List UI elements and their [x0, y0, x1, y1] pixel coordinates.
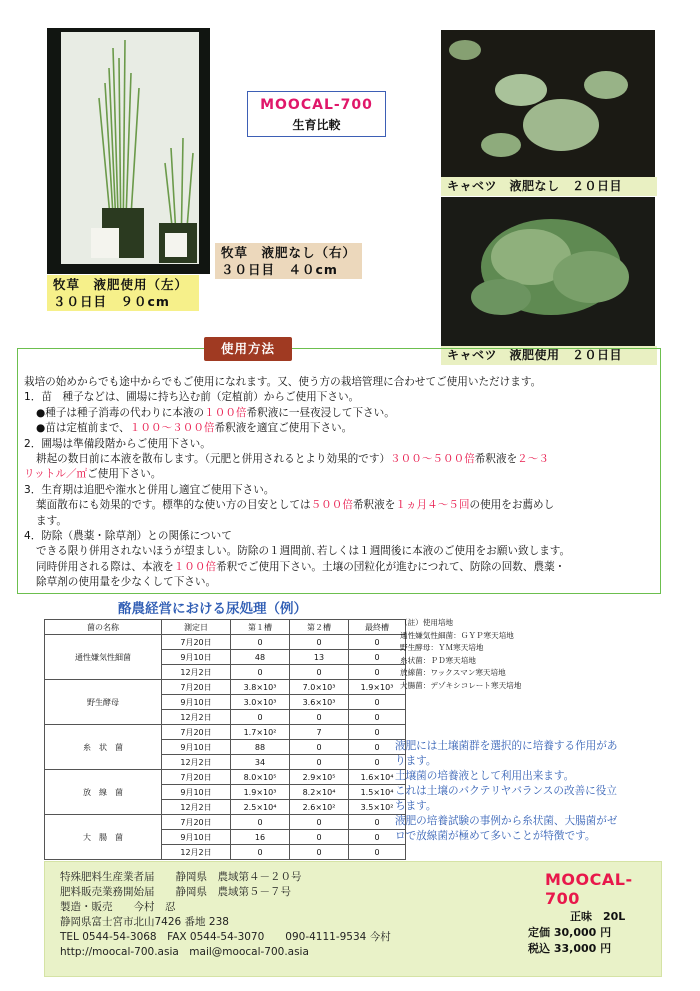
pasture-photo-art	[47, 28, 210, 274]
count-cell: 0	[290, 815, 349, 830]
count-cell: 0	[349, 740, 406, 755]
sales-registration-line: 肥料販売業務開始届 静岡県 農域第５－７号	[60, 886, 291, 898]
count-cell: 3.5×10²	[349, 800, 406, 815]
cabbage-without-photo	[441, 30, 655, 194]
count-cell: 0	[349, 665, 406, 680]
count-cell: 0	[290, 755, 349, 770]
cabbage-without-art	[441, 30, 655, 194]
header-date: 測定日	[162, 620, 231, 635]
pasture-without-caption	[215, 243, 362, 279]
description-line: 土壌菌の培養液として利用出来ます。	[395, 770, 575, 782]
microbe-table	[44, 619, 406, 860]
usage-step2-unit: リットル／㎡	[24, 468, 88, 481]
microbe-name-cell: 野生酵母	[45, 680, 162, 725]
usage-step4: 4．防除（農薬・除草剤）との関係について	[24, 530, 232, 543]
usage-step4-detail3: 除草剤の使用量を少なくして下さい。	[36, 576, 217, 589]
count-cell: 0	[349, 650, 406, 665]
cabbage-with-caption: キャベツ 液肥使用 ２０日目	[441, 346, 657, 365]
usage-step1-seed-dilution: １００倍	[204, 406, 247, 419]
company-details	[60, 870, 391, 960]
dairy-urine-title: 酪農経営における尿処理（例）	[118, 601, 307, 617]
usage-step3-text: 葉面散布にも効果的です。標準的な使い方の目安としては	[36, 499, 311, 512]
description-line: ちます。	[395, 800, 437, 812]
count-cell: 8.2×10⁴	[290, 785, 349, 800]
count-cell: 0	[290, 710, 349, 725]
usage-step2-dilution: ３００～５００倍	[390, 453, 475, 466]
count-cell: 0	[290, 740, 349, 755]
description-line: ロで放線菌が極めて多いことが特徴です。	[395, 830, 596, 842]
table-row	[45, 725, 406, 740]
date-cell: 7月20日	[162, 815, 231, 830]
note-line: 放線菌：ワックスマン寒天培地	[400, 668, 506, 677]
usage-step2-text3: ご使用下さい。	[87, 468, 162, 481]
description-line: これは土壌のバクテリヤバランスの改善に役立	[395, 785, 617, 797]
usage-step4-detail2	[24, 560, 656, 575]
count-cell: 13	[290, 650, 349, 665]
count-cell: 7	[290, 725, 349, 740]
date-cell: 9月10日	[162, 695, 231, 710]
table-row	[45, 680, 406, 695]
count-cell: 88	[231, 740, 290, 755]
date-cell: 12月2日	[162, 800, 231, 815]
count-cell: 16	[231, 830, 290, 845]
usage-step2: 2．圃場は準備段階からご使用下さい。	[24, 437, 211, 450]
count-cell: 3.8×10³	[231, 680, 290, 695]
description-line: 液肥の培養試験の事例から糸状菌、大腸菌がゼ	[395, 815, 618, 827]
table-row	[45, 815, 406, 830]
header-final: 最終槽	[349, 620, 406, 635]
header-tank1: 第１槽	[231, 620, 290, 635]
count-cell: 0	[349, 830, 406, 845]
list-price: 定価 30,000 円	[528, 926, 612, 939]
usage-step3-text3: の使用をお薦めし	[469, 499, 555, 512]
date-cell: 7月20日	[162, 770, 231, 785]
count-cell: 0	[349, 815, 406, 830]
usage-step4-text: 同時併用される際は、本液を	[36, 560, 174, 573]
usage-step3-detail2: ます。	[36, 514, 67, 527]
footer-company-info	[44, 861, 662, 977]
table-row	[45, 635, 406, 650]
count-cell: 1.9×10³	[231, 785, 290, 800]
microbe-table-header	[45, 620, 406, 635]
pasture-with-caption-line1: 牧草 液肥使用（左）	[53, 277, 189, 292]
date-cell: 12月2日	[162, 665, 231, 680]
pasture-with-caption	[47, 275, 199, 311]
count-cell: 0	[290, 635, 349, 650]
usage-step2-detail	[24, 452, 656, 467]
note-line: 野生酵母：ＹＭ寒天培地	[400, 643, 484, 652]
culture-medium-notes	[400, 617, 521, 692]
pasture-with-caption-line2: ３０日目 ９０cm	[53, 294, 170, 309]
net-volume: 正味 20L	[570, 910, 626, 923]
usage-step4-detail: できる限り併用されないほうが望ましい。防除の１週間前､若しくは１週間後に本液のご使用をお願い致します。	[36, 545, 571, 558]
date-cell: 12月2日	[162, 845, 231, 860]
growth-comparison-subtitle: 生育比較	[292, 118, 341, 132]
usage-step1-seed	[24, 406, 656, 421]
microbe-name-cell: 通性嫌気性細菌	[45, 635, 162, 680]
date-cell: 9月10日	[162, 650, 231, 665]
count-cell: 1.5×10⁴	[349, 785, 406, 800]
count-cell: 0	[231, 635, 290, 650]
count-cell: 0	[290, 665, 349, 680]
count-cell: 7.0×10³	[290, 680, 349, 695]
usage-step2-amount: ２～３	[517, 453, 549, 466]
comparison-title-box	[247, 91, 386, 137]
usage-step1-seedling-text: ●苗は定植前まで、	[36, 422, 130, 435]
usage-intro: 栽培の始めからでも途中からでもご使用になれます。又、使う方の栽培管理に合わせてご使用いただけます。	[24, 376, 542, 388]
count-cell: 0	[290, 845, 349, 860]
brand-title: MOOCAL-700	[260, 97, 373, 113]
count-cell: 0	[349, 845, 406, 860]
note-line: 通性嫌気性細菌：ＧＹＰ寒天培地	[400, 630, 514, 640]
count-cell: 0	[231, 815, 290, 830]
count-cell: 1.7×10²	[231, 725, 290, 740]
usage-step1: 1．苗 種子などは、圃場に持ち込む前（定植前）からご使用下さい。	[24, 391, 360, 404]
date-cell: 9月10日	[162, 785, 231, 800]
note-line: 大腸菌：デゾキシコレート寒天培地	[400, 680, 522, 690]
count-cell: 8.0×10⁵	[231, 770, 290, 785]
usage-step3: 3．生育期は追肥や潅水と併用し適宜ご使用下さい。	[24, 483, 275, 496]
date-cell: 7月20日	[162, 680, 231, 695]
usage-instructions	[24, 375, 656, 591]
liquid-fertilizer-description	[395, 739, 667, 844]
usage-step2-text: 耕起の数日前に本液を散布します。（元肥と併用されるとより効果的です）	[36, 453, 391, 466]
manufacturer-line: 製造・販売 今村 忍	[60, 901, 176, 913]
cabbage-with-art	[441, 197, 655, 346]
count-cell: 1.6×10⁴	[349, 770, 406, 785]
count-cell: 0	[231, 665, 290, 680]
count-cell: 2.9×10⁵	[290, 770, 349, 785]
note-line: 糸状菌：ＰＤ寒天培地	[400, 655, 476, 665]
usage-step3-frequency: １ヵ月４～５回	[395, 499, 470, 512]
description-line: 液肥には土壌菌群を選択的に培養する作用があ	[395, 740, 618, 752]
count-cell: 1.9×10³	[349, 680, 406, 695]
usage-step2-detail2	[24, 467, 656, 482]
count-cell: 34	[231, 755, 290, 770]
pasture-growth-photo	[47, 28, 210, 274]
usage-step3-detail	[24, 498, 656, 513]
count-cell: 2.6×10²	[290, 800, 349, 815]
usage-step1-seedling-dilution: １００～３００倍	[129, 422, 215, 435]
count-cell: 2.5×10⁴	[231, 800, 290, 815]
table-row	[45, 770, 406, 785]
usage-step4-text2: 希釈でご使用下さい。土壌の団粒化が進むにつれて、防除の回数、農薬・	[216, 560, 566, 573]
price-block	[528, 909, 625, 957]
count-cell: 0	[349, 755, 406, 770]
cabbage-without-caption: キャベツ 液肥なし ２０日目	[441, 177, 657, 196]
header-tank2: 第２槽	[290, 620, 349, 635]
usage-step4-dilution: １００倍	[173, 560, 217, 573]
count-cell: 0	[231, 845, 290, 860]
count-cell: 0	[290, 830, 349, 845]
date-cell: 9月10日	[162, 830, 231, 845]
phone-line: TEL 0544-54-3068 FAX 0544-54-3070 090-4111-9534 今村	[60, 931, 391, 943]
date-cell: 7月20日	[162, 725, 231, 740]
count-cell: 48	[231, 650, 290, 665]
usage-section-title: 使用方法	[204, 337, 292, 361]
count-cell: 0	[231, 710, 290, 725]
pasture-without-caption-line1: 牧草 液肥なし（右）	[221, 245, 357, 260]
registration-line: 特殊肥料生産業者届 静岡県 農域第４－２０号	[60, 871, 302, 883]
count-cell: 0	[349, 710, 406, 725]
usage-step1-seedling	[24, 421, 656, 436]
footer-brand: MOOCAL-700	[545, 870, 633, 908]
microbe-name-cell: 放 線 菌	[45, 770, 162, 815]
date-cell: 7月20日	[162, 635, 231, 650]
price-with-tax: 税込 33,000 円	[528, 942, 612, 955]
pasture-without-caption-line2: ３０日目 ４０cm	[221, 262, 338, 277]
date-cell: 9月10日	[162, 740, 231, 755]
count-cell: 0	[349, 725, 406, 740]
date-cell: 12月2日	[162, 755, 231, 770]
usage-step3-dilution: ５００倍	[310, 499, 353, 512]
usage-step3-text2: 希釈液を	[352, 499, 396, 512]
usage-step1-seedling-text2: 希釈液を適宜ご使用下さい。	[214, 422, 353, 435]
count-cell: 0	[349, 695, 406, 710]
address-line: 静岡県富士宮市北山7426 番地 238	[60, 916, 229, 928]
note-line: （註）使用培地	[400, 618, 454, 627]
count-cell: 3.0×10³	[231, 695, 290, 710]
usage-step1-seed-text2: 希釈液に一昼夜浸して下さい。	[246, 406, 395, 419]
usage-step1-seed-text: ●種子は種子消毒の代わりに本液の	[36, 406, 205, 419]
count-cell: 0	[349, 635, 406, 650]
cabbage-with-photo	[441, 197, 655, 346]
description-line: ります。	[395, 755, 437, 767]
usage-step2-text2: 希釈液を	[474, 453, 518, 466]
microbe-name-cell: 大 腸 菌	[45, 815, 162, 860]
date-cell: 12月2日	[162, 710, 231, 725]
web-mail-line[interactable]: http://moocal-700.asia mail@moocal-700.asia	[60, 946, 309, 958]
header-name: 菌の名称	[45, 620, 162, 635]
count-cell: 3.6×10³	[290, 695, 349, 710]
microbe-name-cell: 糸 状 菌	[45, 725, 162, 770]
